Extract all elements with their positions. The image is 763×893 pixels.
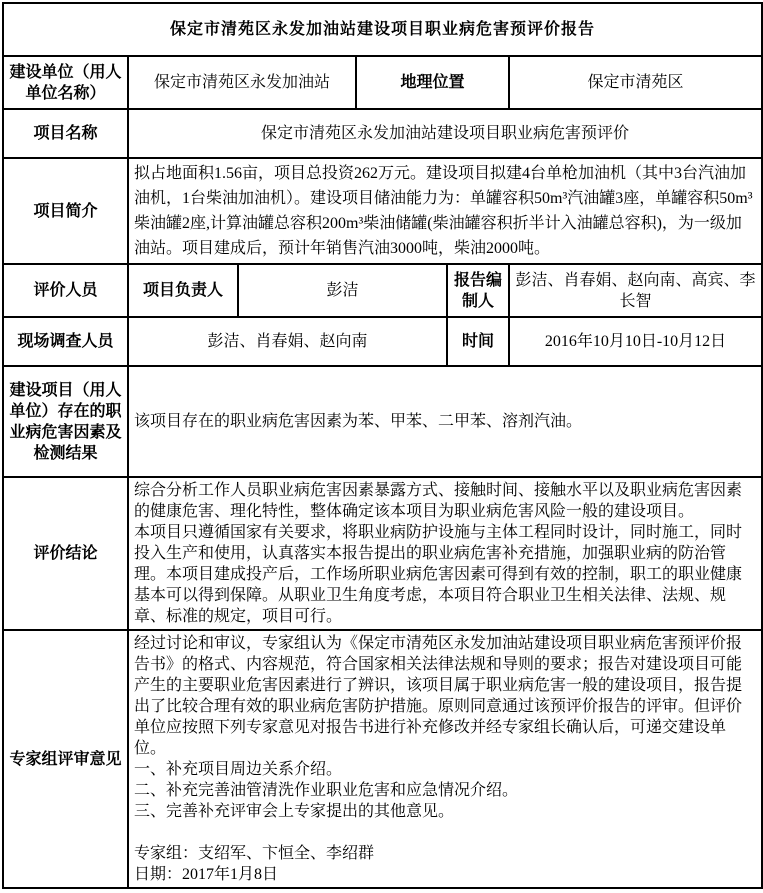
project-name-label: 项目名称 bbox=[3, 109, 128, 158]
report-writers-value: 彭洁、肖春娟、赵向南、高宾、李长智 bbox=[509, 264, 762, 317]
hazards-value: 该项目存在的职业病危害因素为苯、甲苯、二甲苯、溶剂汽油。 bbox=[128, 366, 762, 477]
unit-row bbox=[3, 56, 762, 109]
expert-review-item-1: 一、补充项目周边关系介绍。 bbox=[134, 761, 343, 778]
project-name-value: 保定市清苑区永发加油站建设项目职业病危害预评价 bbox=[128, 109, 762, 158]
expert-review-row bbox=[3, 630, 762, 888]
report-table bbox=[2, 2, 763, 889]
unit-label: 建设单位（用人单位名称） bbox=[3, 56, 128, 109]
conclusion-paragraph-2: 本项目只遵循国家有关要求，将职业病防护设施与主体工程同时设计，同时施工，同时投入生产和使用，认真落实本报告提出的职业病危害补充措施，加强职业病的防治管理。本项目建成投产后，工作场所职业病危害因素可得到有效的控制，职工的职业健康基本可以得到保障。从职业卫生角度考虑，本项目符合职业卫生相关法律、法规、规章、标准的规定，项目可行。 bbox=[134, 524, 743, 625]
evaluators-row bbox=[3, 264, 762, 317]
survey-label: 现场调查人员 bbox=[3, 317, 128, 366]
report-title: 保定市清苑区永发加油站建设项目职业病危害预评价报告 bbox=[3, 3, 762, 56]
title-row bbox=[3, 3, 762, 56]
expert-review-team: 专家组：支绍军、卞恒全、李绍群 bbox=[134, 845, 375, 862]
project-leader-label: 项目负责人 bbox=[128, 264, 238, 317]
location-label: 地理位置 bbox=[356, 56, 509, 109]
expert-review-item-2: 二、补充完善油管清洗作业职业危害和应急情况介绍。 bbox=[134, 782, 519, 799]
project-leader-value: 彭洁 bbox=[238, 264, 447, 317]
conclusion-paragraph-1: 综合分析工作人员职业病危害因素暴露方式、接触时间、接触水平以及职业病危害因素的健康危害、理化特性，整体确定该本项目为职业病危害风险一般的建设项目。 bbox=[134, 482, 743, 520]
project-intro-value: 拟占地面积1.56亩，项目总投资262万元。建设项目拟建4台单枪加油机（其中3台汽油加油机，1台柴油加油机）。建设项目储油能力为：单罐容积50m³汽油罐3座，单罐容积50m³柴油罐2座,计算油罐总容积200m³柴油储罐(柴油罐容积折半计入油罐总容积)，为一级加油站。项目建成后，预计年销售汽油3000吨，柴油2000吨。 bbox=[128, 158, 762, 264]
unit-value: 保定市清苑区永发加油站 bbox=[128, 56, 356, 109]
report-writers-label: 报告编制人 bbox=[447, 264, 509, 317]
expert-review-paragraph: 经过讨论和审议，专家组认为《保定市清苑区永发加油站建设项目职业病危害预评价报告书》的格式、内容规范，符合国家相关法律法规和导则的要求；报告对建设项目可能产生的主要职业危害因素进行了辨识，该项目属于职业病危害一般的建设项目，报告提出了比较合理有效的职业病危害防护措施。原则同意通过该预评价报告的评审。但评价单位应按照下列专家意见对报告书进行补充修改并经专家组长确认后，可递交建设单位。 bbox=[134, 635, 743, 757]
conclusion-value bbox=[128, 477, 762, 630]
time-label: 时间 bbox=[447, 317, 509, 366]
expert-review-item-3: 三、完善补充评审会上专家提出的其他意见。 bbox=[134, 803, 455, 820]
evaluators-label: 评价人员 bbox=[3, 264, 128, 317]
expert-review-value bbox=[128, 630, 762, 888]
hazards-label: 建设项目（用人单位）存在的职业病危害因素及检测结果 bbox=[3, 366, 128, 477]
location-value: 保定市清苑区 bbox=[509, 56, 762, 109]
project-name-row bbox=[3, 109, 762, 158]
expert-review-label: 专家组评审意见 bbox=[3, 630, 128, 888]
survey-value: 彭洁、肖春娟、赵向南 bbox=[128, 317, 447, 366]
expert-review-spacer bbox=[134, 822, 756, 843]
project-intro-row bbox=[3, 158, 762, 264]
project-intro-label: 项目简介 bbox=[3, 158, 128, 264]
conclusion-row bbox=[3, 477, 762, 630]
expert-review-date: 日期：2017年1月8日 bbox=[134, 866, 279, 883]
time-value: 2016年10月10日-10月12日 bbox=[509, 317, 762, 366]
conclusion-label: 评价结论 bbox=[3, 477, 128, 630]
hazards-row bbox=[3, 366, 762, 477]
survey-row bbox=[3, 317, 762, 366]
